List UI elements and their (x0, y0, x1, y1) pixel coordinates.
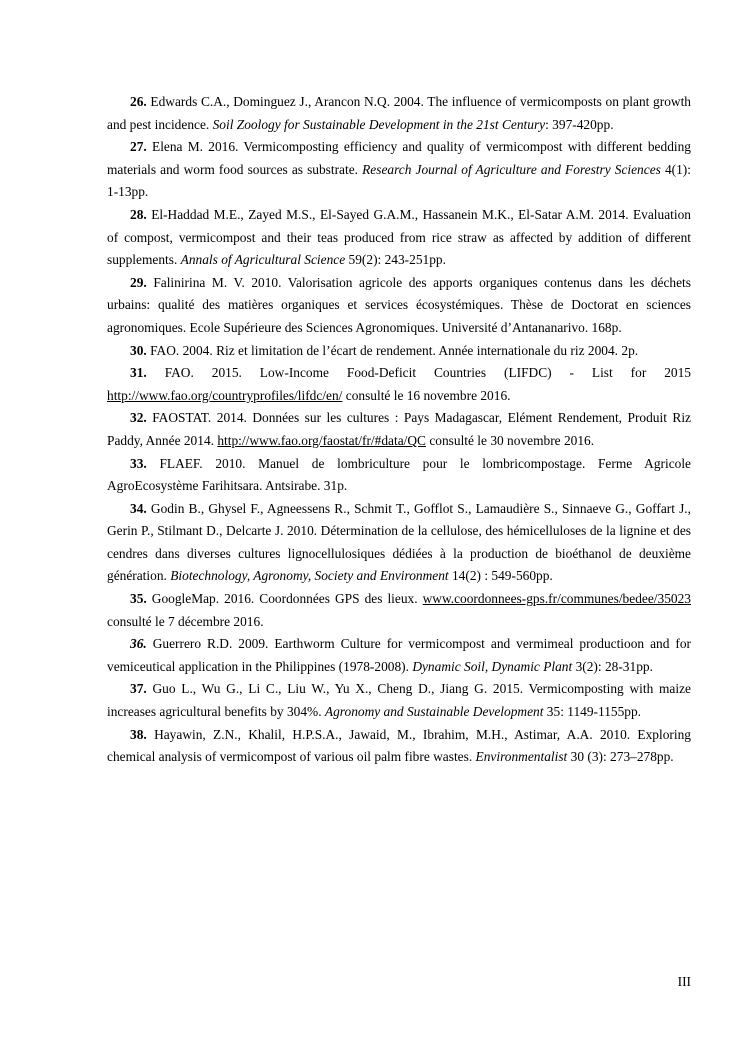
reference-entry (107, 340, 691, 363)
reference-entry (107, 633, 691, 678)
reference-text: FAOSTAT. 2014. Données sur les cultures : Pays Madagascar, Elément Rendement, Produit Riz Paddy, Année 2014. (107, 410, 691, 448)
page-number: III (677, 974, 691, 989)
reference-entry (107, 204, 691, 272)
reference-source-title: Environmentalist (475, 749, 568, 765)
reference-number: 26. (130, 94, 147, 109)
reference-text: Falinirina M. V. 2010. Valorisation agricole des apports organiques contenus dans les déchets urbains: qualité des matières organiques et services écosystémiques. Thèse de Doctorat en sciences agronomiques. Ecole Supérieure des Sciences Agronomiques. Université d’Antananarivo. 168p. (107, 274, 691, 335)
reference-text: Godin B., Ghysel F., Agneessens R., Schmit T., Gofflot S., Lamaudière S., Sinnaeve G., Goffart J., Gerin P., Stilmant D., Delcarte J. 2010. Détermination de la cellulose, des hémicelluloses de la lignine et des cendres dans diverses cultures lignocellulosiques dédiées à la production de bioéthanol de deuxième génération. (107, 500, 691, 584)
reference-text: 59(2): 243-251pp. (345, 252, 446, 268)
reference-number: 32. (130, 410, 147, 426)
reference-text: Elena M. 2016. Vermicomposting efficiency and quality of vermicompost with different bedding materials and worm food sources as substrate. (107, 139, 691, 177)
reference-list (107, 91, 691, 769)
reference-url-link[interactable]: www.coordonnees-gps.fr/communes/bedee/35023 (422, 591, 691, 607)
reference-text: : 397-420pp. (545, 116, 614, 132)
reference-entry (107, 498, 691, 588)
reference-entry (107, 91, 691, 136)
reference-url-link[interactable]: http://www.fao.org/faostat/fr/#data/QC (217, 432, 426, 448)
reference-text: Hayawin, Z.N., Khalil, H.P.S.A., Jawaid, M., Ibrahim, M.H., Astimar, A.A. 2010. Exploring chemical analysis of vermicompost of various oil palm fibre wastes. (107, 726, 691, 765)
reference-text: El-Haddad M.E., Zayed M.S., El-Sayed G.A.M., Hassanein M.K., El-Satar A.M. 2014. Evaluation of compost, vermicompost and their teas produced from rice straw as affected by addition of different supplements. (107, 206, 691, 268)
reference-text: consulté le 16 novembre 2016. (342, 387, 511, 403)
reference-source-title: Agronomy and Sustainable Development (324, 704, 544, 720)
reference-text: FAO. 2004. Riz et limitation de l’écart de rendement. Année internationale du riz 2004. 2p. (150, 342, 639, 358)
reference-number: 30. (130, 342, 147, 358)
reference-entry (107, 407, 691, 452)
reference-url-link[interactable]: http://www.fao.org/countryprofiles/lifdc/en/ (107, 387, 343, 403)
reference-number: 38. (130, 726, 147, 742)
reference-source-title: Annals of Agricultural Science (180, 252, 346, 268)
reference-number: 28. (130, 206, 147, 222)
reference-entry (107, 588, 691, 633)
reference-text: Guo L., Wu G., Li C., Liu W., Yu X., Cheng D., Jiang G. 2015. Vermicomposting with maize increases agricultural benefits by 304%. (107, 681, 691, 720)
reference-entry (107, 453, 691, 498)
reference-source-title: Dynamic Soil, Dynamic Plant (412, 658, 573, 674)
reference-text: consulté le 30 novembre 2016. (425, 432, 595, 448)
reference-text: consulté le 7 décembre 2016. (107, 613, 264, 629)
reference-entry (107, 362, 691, 407)
reference-entry (107, 678, 691, 723)
reference-number: 33. (130, 455, 147, 471)
reference-text: 35: 1149-1155pp. (543, 704, 642, 720)
reference-text: 4(1): 1-13pp. (107, 161, 691, 200)
reference-number: 27. (130, 139, 147, 155)
reference-text: Guerrero R.D. 2009. Earthworm Culture for vermicompost and vermimeal productioon and for vemiceutical application in the Philippines (1978-2008). (107, 636, 691, 674)
reference-text: 14(2) : 549-560pp. (448, 568, 553, 584)
reference-number: 34. (130, 500, 147, 516)
reference-source-title: Soil Zoology for Sustainable Development in the 21st Century (212, 116, 546, 132)
reference-entry (107, 136, 691, 204)
reference-number: 29. (130, 274, 147, 290)
reference-text: GoogleMap. 2016. Coordonnées GPS des lieux. (151, 591, 423, 607)
reference-number: 35. (130, 591, 147, 607)
reference-text: Edwards C.A., Dominguez J., Arancon N.Q. 2004. The influence of vermicomposts on plant growth and pest incidence. (107, 94, 691, 132)
reference-number: 31. (130, 365, 147, 381)
reference-entry (107, 272, 691, 340)
reference-text: 3(2): 28-31pp. (572, 658, 653, 674)
reference-entry (107, 724, 691, 769)
reference-source-title: Biotechnology, Agronomy, Society and Environment (170, 568, 449, 584)
reference-source-title: Research Journal of Agriculture and Forestry Sciences (362, 161, 661, 177)
reference-text: FAO. 2015. Low-Income Food-Deficit Countries (LIFDC) - List for 2015 (164, 365, 691, 381)
reference-text: FLAEF. 2010. Manuel de lombriculture pour le lombricompostage. Ferme Agricole AgroEcosystème Farihitsara. Antsirabe. 31p. (107, 455, 691, 494)
reference-text: 30 (3): 273–278pp. (567, 749, 674, 765)
reference-number: 37. (130, 681, 147, 697)
reference-number: 36. (130, 636, 147, 652)
